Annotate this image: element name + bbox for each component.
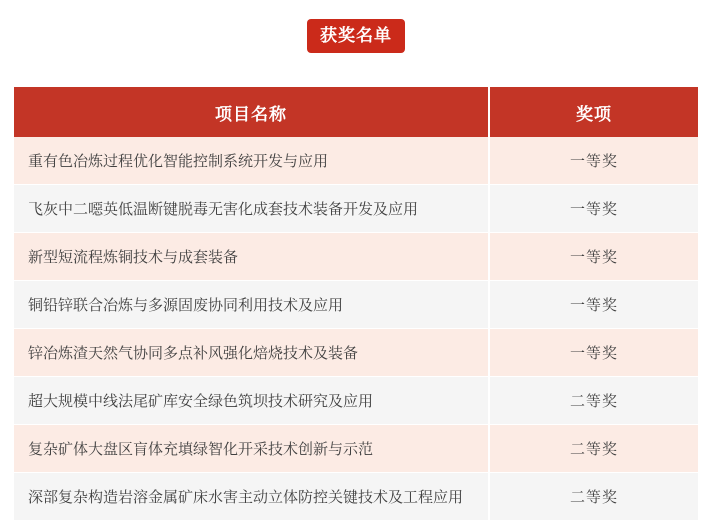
table-row (14, 233, 698, 281)
project-name-cell: 新型短流程炼铜技术与成套装备 (28, 249, 239, 266)
award-cell: 一等奖 (569, 153, 618, 170)
project-name-cell: 深部复杂构造岩溶金属矿床水害主动立体防控关键技术及工程应用 (28, 489, 464, 506)
table-row (14, 137, 698, 185)
project-name-cell: 飞灰中二噁英低温断键脱毒无害化成套技术装备开发及应用 (28, 201, 419, 218)
award-cell: 二等奖 (569, 441, 618, 458)
table-row (14, 329, 698, 377)
column-header-project-name: 项目名称 (215, 104, 287, 124)
award-cell: 一等奖 (569, 345, 618, 362)
award-list-title-badge: 获奖名单 (307, 19, 405, 53)
award-cell: 二等奖 (569, 489, 618, 506)
table-row (14, 473, 698, 521)
project-name-cell: 重有色冶炼过程优化智能控制系统开发与应用 (28, 153, 329, 170)
table-row (14, 425, 698, 473)
award-table (14, 87, 698, 521)
table-row (14, 185, 698, 233)
project-name-cell: 复杂矿体大盘区肓体充填绿智化开采技术创新与示范 (28, 441, 374, 458)
project-name-cell: 超大规模中线法尾矿库安全绿色筑坝技术研究及应用 (28, 393, 374, 410)
table-body (14, 137, 698, 521)
table-row (14, 377, 698, 425)
project-name-cell: 铜铅锌联合冶炼与多源固废协同利用技术及应用 (28, 297, 344, 314)
award-cell: 一等奖 (569, 201, 618, 218)
project-name-cell: 锌冶炼渣天然气协同多点补风强化焙烧技术及装备 (28, 345, 359, 362)
award-cell: 二等奖 (569, 393, 618, 410)
table-row (14, 281, 698, 329)
award-cell: 一等奖 (569, 249, 618, 266)
page (0, 19, 712, 522)
award-cell: 一等奖 (569, 297, 618, 314)
column-header-award: 奖项 (576, 104, 612, 124)
table-header-row (14, 87, 698, 137)
